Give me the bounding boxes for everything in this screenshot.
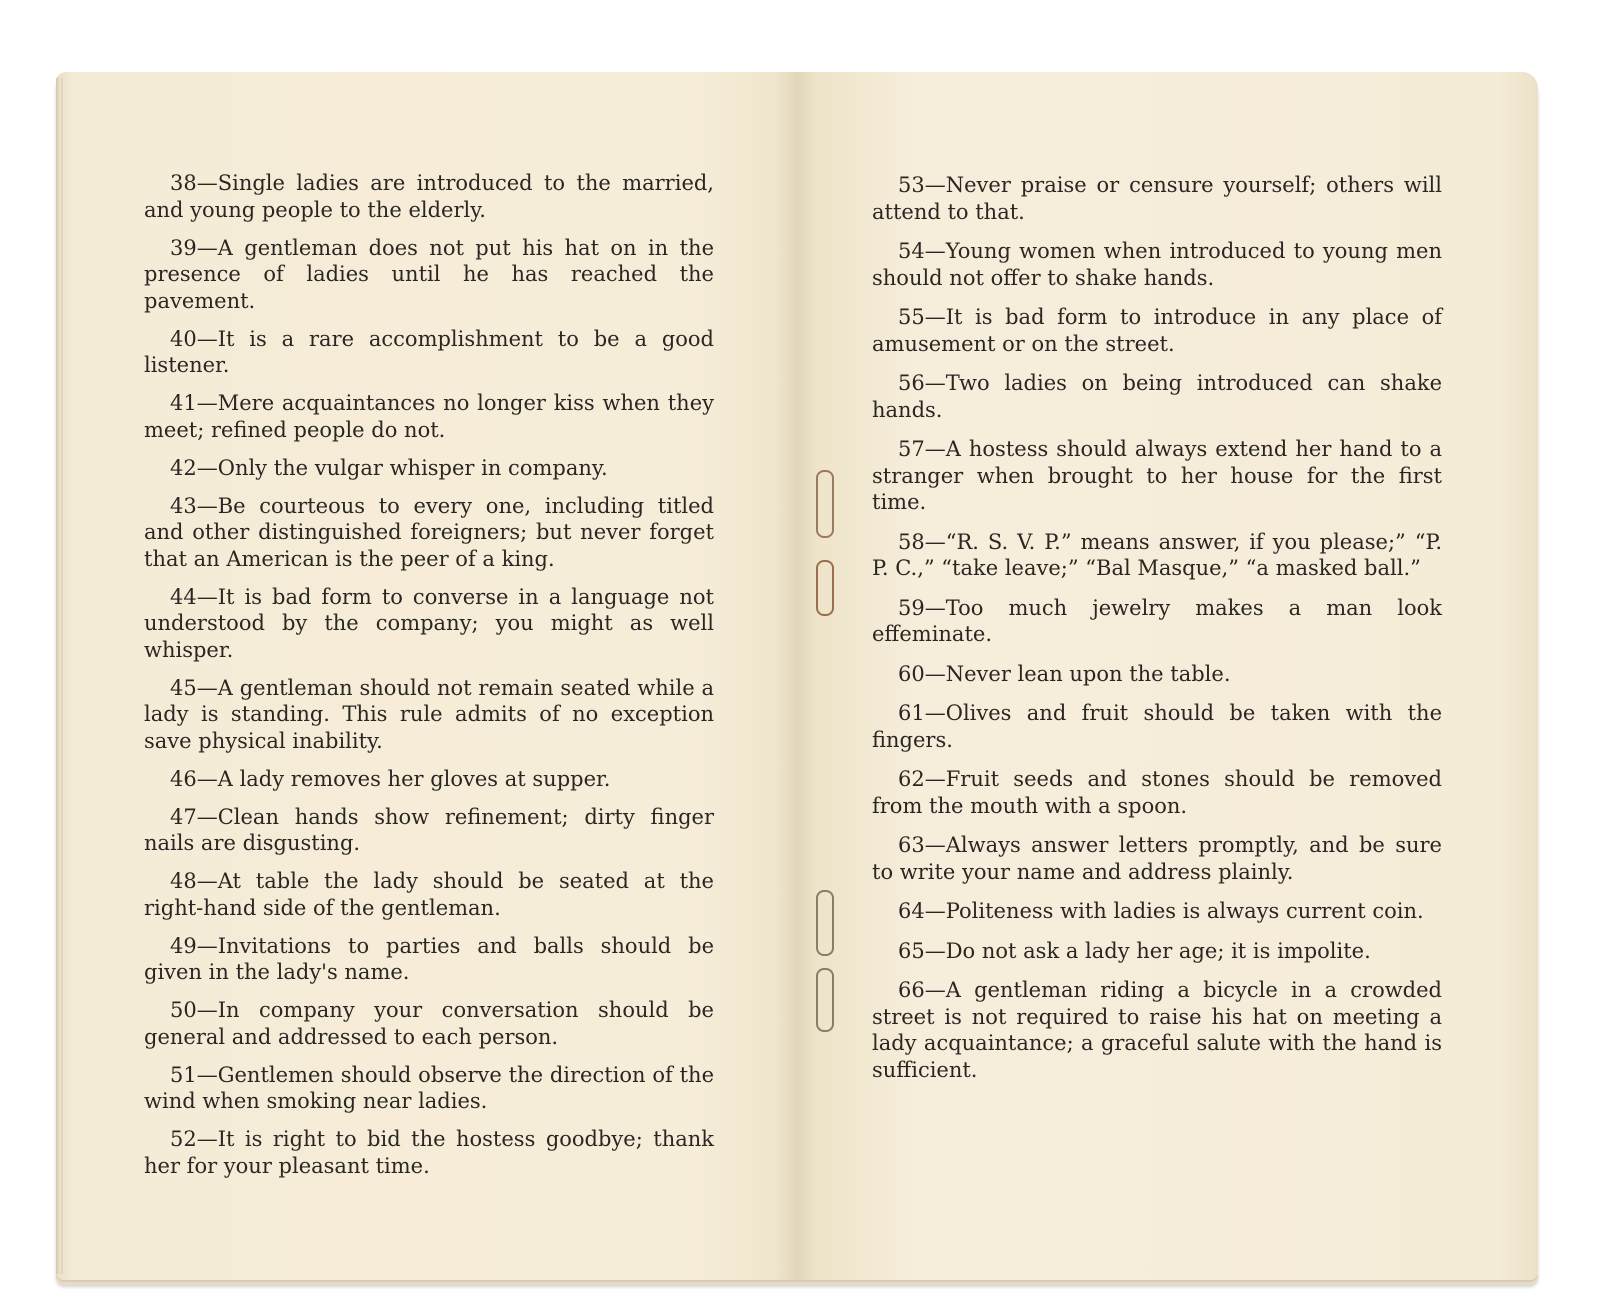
rule-43: 43—Be courteous to every one, including titled and other distinguished foreigners; but never forget that an American is the peer of a king.	[144, 493, 714, 571]
rule-55: 55—It is bad form to introduce in any place of amusement or on the street.	[872, 305, 1442, 356]
binding-staple	[816, 560, 834, 616]
rule-61: 61—Olives and fruit should be taken with the fingers.	[872, 701, 1442, 752]
rule-45: 45—A gentleman should not remain seated while a lady is standing. This rule admits of no exception save physical inability.	[144, 675, 714, 753]
rule-66: 66—A gentleman riding a bicycle in a crowded street is not required to raise his hat on meeting a lady acquaintance; a graceful salute with the hand is sufficient.	[872, 978, 1442, 1082]
rule-49: 49—Invitations to parties and balls should be given in the lady's name.	[144, 933, 714, 984]
rule-64: 64—Politeness with ladies is always current coin.	[898, 899, 1424, 923]
rule-63: 63—Always answer letters promptly, and be sure to write your name and address plainly.	[872, 833, 1442, 884]
rule-39: 39—A gentleman does not put his hat on in the presence of ladies until he has reached the pavement.	[144, 235, 714, 313]
open-booklet	[56, 72, 1538, 1280]
rule-50: 50—In company your conversation should be general and addressed to each person.	[144, 998, 714, 1049]
rule-65: 65—Do not ask a lady her age; it is impolite.	[898, 938, 1371, 963]
rule-42: 42—Only the vulgar whisper in company.	[170, 455, 608, 480]
rule-46: 46—A lady removes her gloves at supper.	[170, 766, 611, 791]
rule-47: 47—Clean hands show refinement; dirty finger nails are disgusting.	[144, 804, 714, 855]
page-stack-edge	[56, 78, 67, 1274]
rule-62: 62—Fruit seeds and stones should be removed from the mouth with a spoon.	[872, 767, 1442, 818]
left-page	[56, 72, 796, 1280]
rule-53: 53—Never praise or censure yourself; others will attend to that.	[872, 173, 1442, 224]
rule-48: 48—At table the lady should be seated at the right-hand side of the gentleman.	[144, 869, 714, 920]
binding-staple	[816, 968, 834, 1032]
rule-44: 44—It is bad form to converse in a language not understood by the company; you might as well whisper.	[144, 584, 714, 662]
rule-52: 52—It is right to bid the hostess goodbye; thank her for your pleasant time.	[144, 1127, 714, 1178]
binding-staple	[816, 470, 834, 538]
rule-56: 56—Two ladies on being introduced can shake hands.	[872, 371, 1442, 422]
rule-54: 54—Young women when introduced to young men should not offer to shake hands.	[872, 239, 1442, 290]
etiquette-rules-list	[872, 172, 1442, 1096]
rule-40: 40—It is a rare accomplishment to be a good listener.	[144, 326, 714, 377]
rule-60: 60—Never lean upon the table.	[898, 661, 1231, 686]
rule-38: 38—Single ladies are introduced to the married, and young people to the elderly.	[144, 171, 714, 222]
right-page	[796, 72, 1538, 1280]
rule-57: 57—A hostess should always extend her hand to a stranger when brought to her house for the first time.	[872, 437, 1442, 514]
binding-staple	[816, 890, 834, 956]
rule-41: 41—Mere acquaintances no longer kiss when they meet; refined people do not.	[144, 391, 714, 442]
rule-59: 59—Too much jewelry makes a man look effeminate.	[872, 595, 1442, 646]
rule-58: 58—“R. S. V. P.” means answer, if you please;” “P. P. C.,” “take leave;” “Bal Masque,” “a masked ball.”	[872, 529, 1442, 580]
rule-51: 51—Gentlemen should observe the direction of the wind when smoking near ladies.	[144, 1062, 714, 1113]
etiquette-rules-list	[144, 170, 714, 1191]
